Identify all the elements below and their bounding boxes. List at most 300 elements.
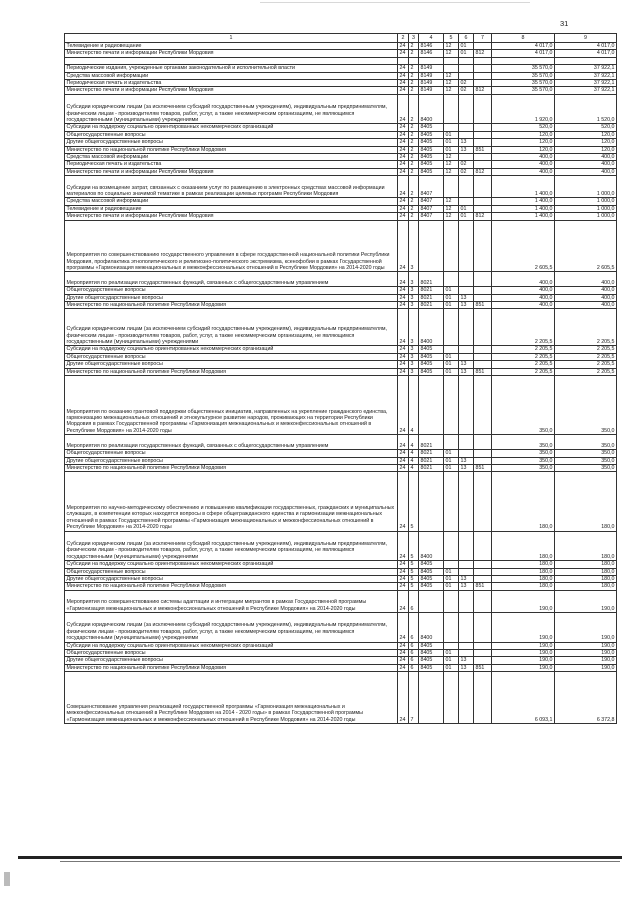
row-amount-cell: 400,0 [492,272,555,287]
row-amount-cell: 2 205,5 [492,353,555,360]
row-amount-cell: 400,0 [555,161,617,168]
table-row [65,450,617,457]
table-row [65,561,617,568]
row-amount-cell: 1 000,0 [555,176,617,198]
row-code-cell: 01 [444,361,459,368]
row-name-cell: Совершенствование управления реализацией государственной программы «Гармонизация межнациональных и межконфессиональных отношений в Республике Мордовия на 2014 - 2020 годы» в рамках Государственной программы «Гармонизация межнациональных и межконфессиональных отношений в Республике Мордовия» на 2014-2020 годы [65,672,398,724]
row-code-cell: 5 [409,575,419,582]
row-code-cell: 812 [474,213,492,220]
row-code-cell [398,57,409,64]
row-amount-cell: 2 205,5 [555,353,617,360]
row-code-cell: 2 [409,72,419,79]
row-amount-cell: 2 205,5 [492,309,555,346]
row-code-cell: 01 [459,205,474,212]
row-amount-cell: 35 570,0 [492,65,555,72]
row-code-cell [444,57,459,64]
row-code-cell: 12 [444,43,459,50]
row-code-cell: 24 [398,346,409,353]
table-row [65,220,617,272]
row-code-cell: 24 [398,154,409,161]
row-code-cell: 02 [459,161,474,168]
row-code-cell: 3 [409,302,419,309]
header-cell: 1 [65,34,398,43]
row-code-cell: 24 [398,435,409,450]
row-code-cell: 12 [444,205,459,212]
row-code-cell: 01 [444,368,459,375]
row-code-cell [459,561,474,568]
row-code-cell: 8405 [419,368,444,375]
row-code-cell: 13 [459,464,474,471]
row-code-cell: 24 [398,368,409,375]
row-code-cell: 24 [398,80,409,87]
row-code-cell: 8405 [419,649,444,656]
row-amount-cell: 400,0 [555,272,617,287]
row-code-cell: 8149 [419,65,444,72]
row-amount-cell: 180,0 [492,561,555,568]
table-row [65,457,617,464]
row-name-cell: Министерство печати и информации Республики Мордовия [65,168,398,175]
row-code-cell: 851 [474,664,492,671]
row-code-cell [459,131,474,138]
row-code-cell [474,161,492,168]
row-code-cell: 01 [459,50,474,57]
row-code-cell: 24 [398,72,409,79]
row-name-cell: Периодическая печать и издательства [65,80,398,87]
row-code-cell [459,642,474,649]
row-amount-cell: 2 205,5 [555,309,617,346]
row-code-cell [474,220,492,272]
row-amount-cell: 350,0 [555,435,617,450]
row-name-cell: Субсидии на поддержку социально ориентированных некоммерческих организаций [65,346,398,353]
header-cell: 9 [555,34,617,43]
row-code-cell: 13 [459,657,474,664]
row-code-cell: 3 [409,346,419,353]
row-amount-cell: 400,0 [555,287,617,294]
row-code-cell [444,472,459,531]
row-code-cell [459,353,474,360]
table-row [65,294,617,301]
row-code-cell: 8407 [419,176,444,198]
row-code-cell [474,642,492,649]
row-code-cell: 8021 [419,457,444,464]
row-code-cell: 01 [444,131,459,138]
row-amount-cell: 190,0 [555,612,617,642]
row-code-cell [459,272,474,287]
row-code-cell: 24 [398,361,409,368]
row-code-cell [444,272,459,287]
row-code-cell: 8405 [419,124,444,131]
row-amount-cell: 400,0 [555,154,617,161]
row-amount-cell: 35 570,0 [492,87,555,94]
row-code-cell: 4 [409,376,419,435]
row-amount-cell: 520,0 [555,124,617,131]
row-code-cell [474,287,492,294]
table-row [65,65,617,72]
row-code-cell: 13 [459,368,474,375]
row-code-cell [474,376,492,435]
row-code-cell [474,94,492,124]
row-name-cell: Мероприятия по совершенствованию системы адаптации и интеграции мигрантов в рамках Государственной программы «Гармонизация межнациональных и межконфессиональных отношений в Республике Мордовия» на 2014-2020 годы [65,590,398,612]
row-code-cell: 02 [459,168,474,175]
row-code-cell [474,435,492,450]
row-code-cell: 2 [409,50,419,57]
row-amount-cell: 190,0 [555,657,617,664]
row-code-cell [474,568,492,575]
table-row [65,198,617,205]
table-row [65,87,617,94]
row-code-cell: 812 [474,168,492,175]
row-code-cell [419,376,444,435]
row-name-cell: Субсидии юридическим лицам (за исключением субсидий государственным учреждениям), индивидуальным предпринимателям, физическим лицам - производителям товаров, работ, услуг, а также некоммерческим организациям, не являющимся государственными (муниципальными) учреждениями [65,531,398,561]
row-code-cell: 13 [459,664,474,671]
header-cell: 3 [409,34,419,43]
row-code-cell [459,309,474,346]
row-name-cell: Министерство печати и информации Республики Мордовия [65,87,398,94]
row-amount-cell: 400,0 [555,302,617,309]
row-code-cell: 12 [444,213,459,220]
row-amount-cell: 400,0 [492,168,555,175]
row-amount-cell: 35 570,0 [492,80,555,87]
row-code-cell: 01 [444,294,459,301]
row-amount-cell: 1 000,0 [555,198,617,205]
row-code-cell: 8021 [419,302,444,309]
row-code-cell: 01 [444,146,459,153]
row-name-cell: Министерство по национальной политике Республики Мордовия [65,464,398,471]
row-code-cell: 24 [398,376,409,435]
row-code-cell [444,220,459,272]
table-row [65,146,617,153]
row-code-cell: 24 [398,561,409,568]
row-code-cell [474,154,492,161]
row-amount-cell [555,57,617,64]
row-amount-cell: 400,0 [492,154,555,161]
row-code-cell: 24 [398,139,409,146]
row-code-cell [459,124,474,131]
row-code-cell: 24 [398,583,409,590]
row-amount-cell: 180,0 [492,583,555,590]
row-code-cell: 8405 [419,353,444,360]
row-code-cell: 24 [398,198,409,205]
row-code-cell: 01 [459,43,474,50]
table-header-row [65,34,617,43]
row-code-cell [459,568,474,575]
row-code-cell: 8405 [419,664,444,671]
table-row [65,43,617,50]
row-amount-cell: 400,0 [555,294,617,301]
row-code-cell [474,672,492,724]
table-body [65,43,617,724]
row-amount-cell: 180,0 [555,583,617,590]
row-code-cell: 8400 [419,531,444,561]
row-code-cell: 8405 [419,139,444,146]
row-code-cell: 851 [474,146,492,153]
row-code-cell [459,94,474,124]
row-code-cell: 13 [459,139,474,146]
row-code-cell: 24 [398,309,409,346]
row-code-cell: 2 [409,146,419,153]
table-row [65,80,617,87]
row-name-cell: Субсидии юридическим лицам (за исключением субсидий государственным учреждениям), индивидуальным предпринимателям, физическим лицам - производителям товаров, работ, услуг, а также некоммерческим организациям, не являющимся государственными (муниципальными) учреждениями [65,94,398,124]
page-number: 31 [560,19,569,28]
table-row [65,642,617,649]
row-code-cell [474,176,492,198]
row-code-cell [459,198,474,205]
row-code-cell [444,309,459,346]
row-code-cell [474,198,492,205]
row-code-cell: 851 [474,368,492,375]
row-code-cell: 13 [459,146,474,153]
row-amount-cell: 400,0 [555,168,617,175]
row-code-cell [459,154,474,161]
row-amount-cell: 180,0 [555,531,617,561]
row-code-cell: 24 [398,272,409,287]
row-code-cell: 3 [409,353,419,360]
row-amount-cell: 120,0 [492,146,555,153]
row-code-cell: 01 [444,568,459,575]
row-code-cell [444,531,459,561]
row-code-cell: 8400 [419,309,444,346]
row-amount-cell: 350,0 [492,450,555,457]
row-amount-cell: 37 922,1 [555,80,617,87]
row-code-cell: 01 [444,457,459,464]
row-amount-cell: 190,0 [492,612,555,642]
row-amount-cell: 350,0 [492,376,555,435]
row-code-cell: 02 [459,87,474,94]
table-row [65,368,617,375]
row-code-cell: 01 [444,649,459,656]
row-code-cell: 3 [409,287,419,294]
row-amount-cell: 37 922,1 [555,72,617,79]
row-code-cell: 2 [409,43,419,50]
row-amount-cell: 350,0 [555,464,617,471]
row-name-cell: Министерство по национальной политике Республики Мордовия [65,146,398,153]
row-amount-cell: 1 400,0 [492,205,555,212]
row-name-cell: Общегосударственные вопросы [65,131,398,138]
table-row [65,612,617,642]
table-row [65,272,617,287]
row-code-cell [474,272,492,287]
row-code-cell: 24 [398,124,409,131]
row-amount-cell: 190,0 [555,649,617,656]
table-row [65,205,617,212]
row-code-cell: 8149 [419,87,444,94]
row-code-cell: 24 [398,531,409,561]
row-amount-cell: 180,0 [492,531,555,561]
row-code-cell: 8146 [419,50,444,57]
row-code-cell: 24 [398,43,409,50]
row-amount-cell: 350,0 [492,435,555,450]
row-amount-cell: 180,0 [555,568,617,575]
row-code-cell: 8149 [419,80,444,87]
row-code-cell: 01 [459,213,474,220]
row-code-cell: 8405 [419,583,444,590]
row-amount-cell: 190,0 [492,664,555,671]
row-amount-cell: 2 205,5 [492,368,555,375]
row-amount-cell: 37 922,1 [555,87,617,94]
row-amount-cell: 400,0 [492,287,555,294]
table-row [65,161,617,168]
row-name-cell: Периодическая печать и издательства [65,161,398,168]
row-amount-cell: 180,0 [492,575,555,582]
row-code-cell [459,287,474,294]
row-name-cell: Средства массовой информации [65,72,398,79]
row-amount-cell: 35 570,0 [492,72,555,79]
row-code-cell [474,294,492,301]
row-code-cell: 8021 [419,294,444,301]
row-amount-cell: 400,0 [492,161,555,168]
row-code-cell [459,472,474,531]
row-code-cell [459,65,474,72]
table-row [65,124,617,131]
row-code-cell: 6 [409,642,419,649]
table-row [65,583,617,590]
row-code-cell [459,435,474,450]
table-row [65,464,617,471]
row-code-cell: 8021 [419,435,444,450]
row-amount-cell: 180,0 [492,568,555,575]
table-row [65,50,617,57]
header-cell: 6 [459,34,474,43]
row-amount-cell: 190,0 [492,590,555,612]
table-row [65,361,617,368]
row-code-cell [459,376,474,435]
row-code-cell: 12 [444,168,459,175]
row-code-cell: 8021 [419,464,444,471]
row-code-cell [444,376,459,435]
table-row [65,672,617,724]
row-code-cell [419,220,444,272]
row-code-cell: 24 [398,294,409,301]
row-amount-cell: 120,0 [555,139,617,146]
row-code-cell: 8407 [419,205,444,212]
page-bottom-line [60,861,620,862]
row-code-cell [444,435,459,450]
row-code-cell: 4 [409,435,419,450]
page-bottom-border [18,856,622,859]
row-amount-cell: 4 017,0 [555,43,617,50]
row-code-cell: 24 [398,672,409,724]
row-amount-cell: 120,0 [555,146,617,153]
row-code-cell [474,205,492,212]
row-code-cell: 24 [398,205,409,212]
row-code-cell [444,346,459,353]
row-code-cell: 8021 [419,287,444,294]
row-code-cell [444,590,459,612]
row-code-cell: 2 [409,154,419,161]
row-amount-cell: 2 205,5 [555,361,617,368]
table-row [65,302,617,309]
header-cell: 8 [492,34,555,43]
row-amount-cell: 190,0 [492,657,555,664]
row-code-cell: 01 [444,353,459,360]
row-amount-cell: 120,0 [492,139,555,146]
header-cell: 4 [419,34,444,43]
row-code-cell: 2 [409,80,419,87]
row-code-cell [474,612,492,642]
row-name-cell: Субсидии на поддержку социально ориентированных некоммерческих организаций [65,642,398,649]
row-code-cell [474,450,492,457]
row-amount-cell: 6 372,8 [555,672,617,724]
row-code-cell: 24 [398,657,409,664]
row-code-cell: 02 [459,80,474,87]
table-row [65,353,617,360]
row-code-cell: 5 [409,531,419,561]
row-code-cell [474,649,492,656]
row-code-cell: 01 [444,302,459,309]
row-code-cell [474,80,492,87]
row-code-cell: 13 [459,457,474,464]
row-code-cell [459,612,474,642]
row-name-cell: Мероприятия по реализации государственных функций, связанных с общегосударственным управлением [65,272,398,287]
row-code-cell [474,72,492,79]
row-code-cell: 3 [409,309,419,346]
row-name-cell: Общегосударственные вопросы [65,568,398,575]
row-code-cell: 24 [398,590,409,612]
row-code-cell: 3 [409,220,419,272]
row-code-cell [459,649,474,656]
row-code-cell: 6 [409,657,419,664]
row-code-cell: 24 [398,464,409,471]
table-row [65,664,617,671]
row-amount-cell: 2 205,5 [492,361,555,368]
row-amount-cell: 350,0 [492,457,555,464]
row-code-cell [409,57,419,64]
row-code-cell: 6 [409,649,419,656]
row-code-cell: 01 [444,287,459,294]
row-name-cell [65,57,398,64]
row-name-cell: Министерство печати и информации Республики Мордовия [65,50,398,57]
row-code-cell: 01 [444,575,459,582]
row-amount-cell: 350,0 [492,464,555,471]
row-code-cell: 8405 [419,346,444,353]
row-code-cell: 24 [398,161,409,168]
row-amount-cell: 4 017,0 [555,50,617,57]
row-code-cell: 8021 [419,450,444,457]
table-row [65,472,617,531]
row-code-cell: 2 [409,176,419,198]
row-amount-cell: 2 205,5 [492,346,555,353]
row-name-cell: Министерство по национальной политике Республики Мордовия [65,302,398,309]
row-amount-cell: 2 605,5 [555,220,617,272]
row-code-cell: 01 [444,657,459,664]
row-code-cell [474,575,492,582]
header-cell: 5 [444,34,459,43]
row-code-cell: 2 [409,124,419,131]
row-code-cell [419,57,444,64]
row-code-cell: 2 [409,139,419,146]
row-code-cell: 24 [398,450,409,457]
row-code-cell [474,43,492,50]
header-cell: 7 [474,34,492,43]
row-amount-cell: 1 520,0 [555,94,617,124]
table-row [65,72,617,79]
row-code-cell: 01 [444,139,459,146]
row-code-cell: 8400 [419,94,444,124]
row-code-cell: 24 [398,302,409,309]
row-code-cell: 24 [398,664,409,671]
row-code-cell: 24 [398,87,409,94]
row-code-cell: 8405 [419,361,444,368]
row-name-cell: Субсидии юридическим лицам (за исключением субсидий государственным учреждениям), индивидуальным предпринимателям, физическим лицам - производителям товаров, работ, услуг, а также некоммерческим организациям, не являющимся государственными (муниципальными) учреждениями [65,309,398,346]
row-code-cell: 2 [409,168,419,175]
row-code-cell [459,57,474,64]
row-code-cell: 4 [409,450,419,457]
row-code-cell [474,657,492,664]
table-row [65,176,617,198]
row-code-cell [474,139,492,146]
row-code-cell: 8407 [419,198,444,205]
row-amount-cell: 2 205,5 [555,346,617,353]
